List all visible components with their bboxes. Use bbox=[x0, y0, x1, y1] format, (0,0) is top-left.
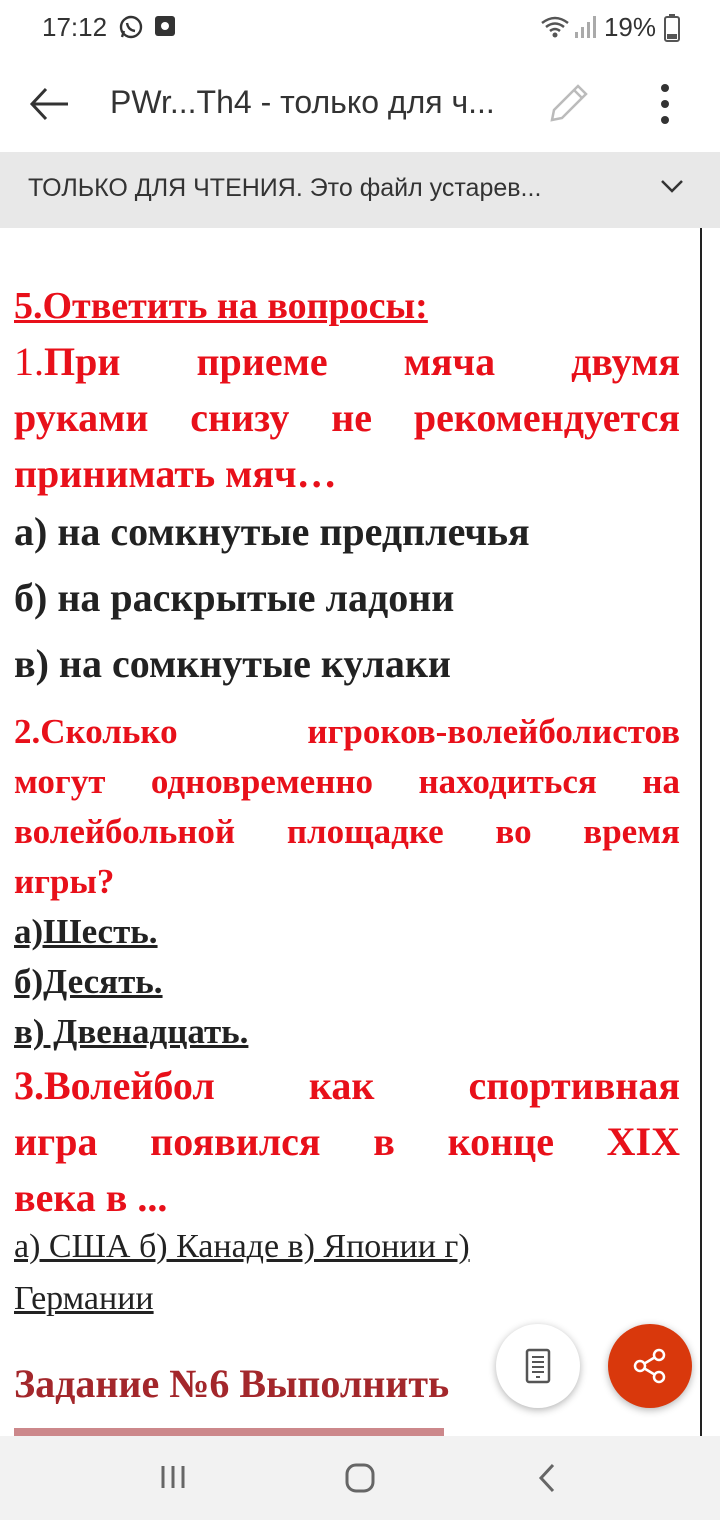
question-1-line-3: принимать мяч… bbox=[14, 451, 337, 496]
question-2-number: 2. bbox=[14, 712, 41, 751]
question-1-line-1-text: При приеме мяча двумя bbox=[44, 339, 680, 384]
question-2-line-2: могут одновременно находиться на bbox=[14, 762, 680, 801]
question-2-line-1 bbox=[14, 712, 680, 752]
status-bar bbox=[0, 0, 720, 56]
chevron-down-icon[interactable] bbox=[660, 178, 684, 199]
document-view-button[interactable] bbox=[496, 1324, 580, 1408]
edit-pencil-icon[interactable] bbox=[546, 82, 590, 131]
question-3-answers-line-1: а) США б) Канаде в) Японии г) bbox=[14, 1228, 470, 1265]
question-2-answer-a: а)Шесть. bbox=[14, 912, 158, 951]
wifi-icon bbox=[540, 14, 570, 45]
whatsapp-icon bbox=[118, 14, 144, 45]
document-title: PWr...Th4 - только для ч... bbox=[110, 84, 495, 120]
question-1-line-1 bbox=[14, 338, 680, 385]
task-6-heading: Задание №6 Выполнить bbox=[14, 1361, 450, 1406]
question-1-line-2: руками снизу не рекомендуется bbox=[14, 395, 680, 440]
more-vert-icon[interactable] bbox=[658, 82, 672, 131]
recent-apps-icon[interactable] bbox=[158, 1462, 188, 1497]
cut-off-text-line bbox=[14, 1428, 444, 1436]
question-2-line-1-text: Сколько игроков-волейболистов bbox=[40, 712, 680, 751]
section-heading: 5.Ответить на вопросы: bbox=[14, 285, 428, 327]
share-button[interactable] bbox=[608, 1324, 692, 1408]
battery-icon bbox=[664, 14, 680, 47]
home-icon[interactable] bbox=[344, 1462, 376, 1499]
question-2-answer-b: б)Десять. bbox=[14, 962, 163, 1001]
question-1-answer-a: а) на сомкнутые предплечья bbox=[14, 509, 530, 554]
signal-icon bbox=[574, 14, 598, 45]
question-2-answer-c: в) Двенадцать. bbox=[14, 1012, 249, 1051]
system-nav-bar bbox=[0, 1436, 720, 1520]
document-content[interactable] bbox=[0, 228, 702, 1436]
question-3-line-1: 3.Волейбол как спортивная bbox=[14, 1063, 680, 1108]
question-1-answer-c: в) на сомкнутые кулаки bbox=[14, 641, 451, 686]
read-only-banner-text: ТОЛЬКО ДЛЯ ЧТЕНИЯ. Это файл устарев... bbox=[28, 174, 542, 202]
back-icon[interactable] bbox=[536, 1462, 558, 1499]
question-3-line-2: игра появился в конце XIX bbox=[14, 1119, 680, 1164]
question-1-answer-b: б) на раскрытые ладони bbox=[14, 575, 455, 620]
read-only-banner[interactable] bbox=[0, 152, 720, 228]
notification-icon bbox=[154, 14, 176, 43]
question-3-answers-line-2: Германии bbox=[14, 1280, 154, 1317]
battery-percent: 19% bbox=[603, 12, 656, 42]
question-2-line-3: волейбольной площадке во время bbox=[14, 812, 680, 851]
question-3-line-3: века в ... bbox=[14, 1175, 168, 1220]
back-arrow-icon[interactable] bbox=[28, 84, 70, 129]
question-2-line-4: игры? bbox=[14, 862, 115, 901]
question-1-number: 1. bbox=[14, 339, 44, 384]
status-time: 17:12 bbox=[42, 12, 108, 42]
app-bar bbox=[0, 56, 720, 152]
